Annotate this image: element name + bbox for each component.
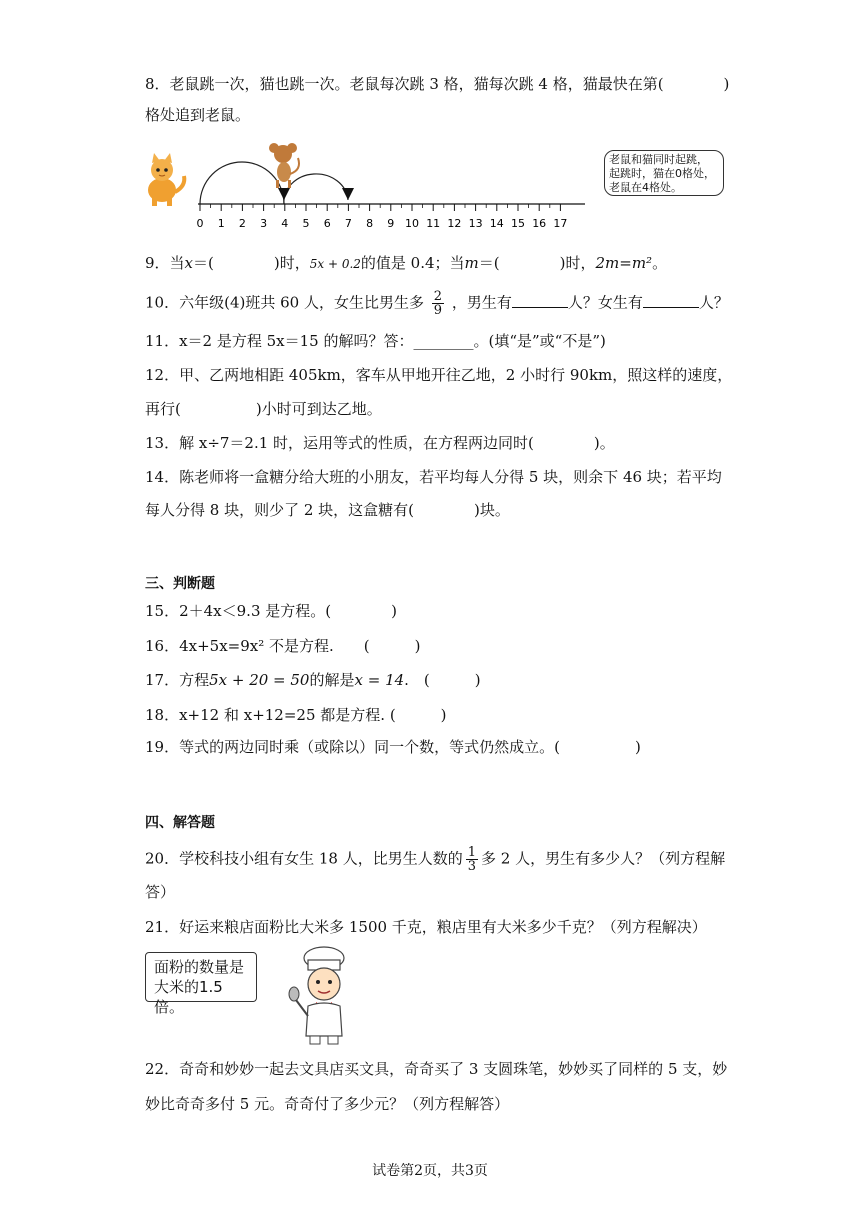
q10-blank-boys[interactable] — [512, 293, 568, 308]
number-line-figure — [140, 140, 600, 236]
q10-part2: ，男生有 — [451, 293, 512, 312]
number-line-tick-label: 9 — [387, 217, 395, 230]
q20-line1 — [145, 846, 725, 873]
q17-equation: 5x + 20 = 50 — [209, 671, 310, 689]
q9-expression: 5x + 0.2 — [309, 257, 361, 271]
q9-var-x: x — [184, 254, 194, 272]
cat-icon — [148, 153, 184, 206]
q9-var-m: m — [464, 254, 479, 272]
q9-expression2: 2m=m² — [595, 254, 653, 272]
number-line-tick-label: 15 — [511, 217, 525, 230]
q20-part1: 20．学校科技小组有女生 18 人，比男生人数的 — [145, 849, 463, 868]
q11-line: 11．x＝2 是方程 5x＝15 的解吗？答：________。(填“是”或“不是”) — [145, 332, 606, 350]
q20-fraction-num: 1 — [467, 845, 476, 860]
q8-bubble-line1: 老鼠和猫同时起跳， — [609, 153, 708, 166]
q10-part3: 人？女生有 — [567, 293, 643, 312]
q12-line2: 再行( )小时可到达乙地。 — [145, 400, 382, 418]
q20-line2: 答） — [145, 883, 176, 901]
q17-part3: . ( ) — [404, 671, 481, 689]
q17-solution: x = 14 — [354, 671, 405, 689]
q10-blank-girls[interactable] — [643, 293, 699, 308]
q16-line: 16．4x+5x=9x² 不是方程. ( ) — [145, 637, 421, 655]
q9-part3: 的值是 0.4；当 — [360, 254, 465, 272]
number-line-tick-label: 7 — [344, 217, 352, 230]
q20-fraction-den: 3 — [467, 859, 476, 874]
q14-line2: 每人分得 8 块，则少了 2 块，这盒糖有( )块。 — [145, 501, 510, 519]
q18-line: 18．x+12 和 x+12=25 都是方程. ( ) — [145, 706, 447, 724]
number-line-tick-label: 3 — [260, 217, 268, 230]
q10-line — [145, 290, 729, 317]
number-line-tick-label: 11 — [426, 217, 441, 230]
number-line-tick-label: 1 — [217, 217, 225, 230]
q19-line: 19．等式的两边同时乘（或除以）同一个数，等式仍然成立。( ) — [145, 738, 641, 756]
q8-speech-bubble — [604, 150, 724, 196]
number-line-tick-label: 10 — [405, 217, 419, 230]
q8-line1: 8．老鼠跳一次，猫也跳一次。老鼠每次跳 3 格，猫每次跳 4 格，猫最快在第( ) — [145, 75, 730, 93]
q9-part5: 。 — [652, 254, 668, 272]
number-line-tick-label: 5 — [302, 217, 310, 230]
q10-fraction-num: 2 — [433, 289, 443, 304]
section-4-title: 四、解答题 — [145, 815, 215, 831]
q9-part4: ＝( )时， — [478, 254, 596, 272]
q14-line1: 14．陈老师将一盒糖分给大班的小朋友，若平均每人分得 5 块，则余下 46 块；若平均 — [145, 468, 722, 486]
number-line-tick-label: 6 — [323, 217, 331, 230]
q8-bubble-line2: 起跳时，猫在0格处， — [609, 167, 715, 180]
q10-fraction-den: 9 — [433, 303, 443, 318]
q9-part2: ＝( )时， — [193, 254, 310, 272]
page-footer: 试卷第2页，共3页 — [372, 1163, 488, 1179]
number-line-tick-label: 4 — [281, 217, 289, 230]
number-line-tick-label: 13 — [468, 217, 483, 230]
number-line-tick-label: 14 — [489, 217, 504, 230]
q8-bubble-line3: 老鼠在4格处。 — [609, 181, 682, 194]
chef-icon — [289, 947, 344, 1044]
q21-speech-bubble — [145, 952, 257, 1016]
chef-figure — [282, 944, 362, 1048]
q21-bubble-line2: 大米的1.5倍。 — [154, 978, 223, 1016]
q17-part2: 的解是 — [309, 671, 355, 689]
number-line-tick-label: 16 — [532, 217, 547, 230]
section-3-title: 三、判断题 — [145, 576, 215, 592]
q10-part4: 人？ — [698, 293, 729, 312]
q17-part1: 17．方程 — [145, 671, 210, 689]
q9-part1: 9．当 — [145, 254, 185, 272]
number-line-tick-label: 12 — [447, 217, 462, 230]
q8-line2: 格处追到老鼠。 — [145, 106, 251, 124]
q10-part1: 10．六年级(4)班共 60 人，女生比男生多 — [145, 293, 424, 312]
q22-line1: 22．奇奇和妙妙一起去文具店买文具，奇奇买了 3 支圆珠笔，妙妙买了同样的 5 支，妙 — [145, 1060, 728, 1078]
q20-part2: 多 2 人，男生有多少人？（列方程解 — [481, 849, 726, 868]
q20-fraction — [466, 846, 478, 873]
q10-fraction — [432, 290, 444, 317]
q13-line: 13．解 x÷7＝2.1 时，运用等式的性质，在方程两边同时( )。 — [145, 434, 615, 452]
q17-line — [145, 670, 481, 690]
number-line-tick-label: 17 — [553, 217, 568, 230]
q12-line1: 12．甲、乙两地相距 405km，客车从甲地开往乙地，2 小时行 90km，照这样的速度， — [145, 366, 733, 384]
q21-line: 21．好运来粮店面粉比大米多 1500 千克，粮店里有大米多少千克？（列方程解决） — [145, 918, 707, 936]
q21-bubble-line1: 面粉的数量是 — [154, 958, 245, 976]
q9-line — [145, 253, 667, 274]
q22-line2: 妙比奇奇多付 5 元。奇奇付了多少元？（列方程解答） — [145, 1095, 510, 1113]
q15-line: 15．2＋4x＜9.3 是方程。( ) — [145, 602, 397, 620]
number-line-tick-label: 8 — [366, 217, 374, 230]
number-line-tick-label: 0 — [196, 217, 204, 230]
number-line-tick-label: 2 — [238, 217, 246, 230]
